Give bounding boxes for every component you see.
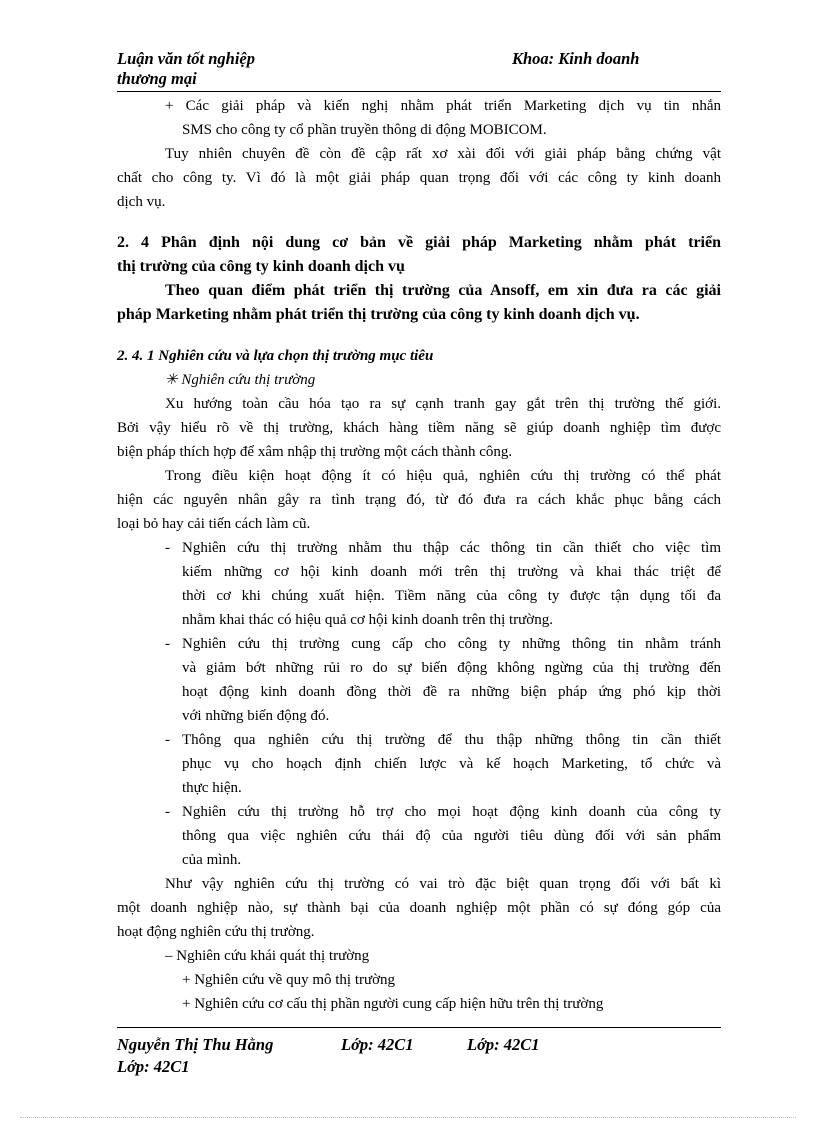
list-item-line: hoạt động kinh doanh đồng thời đề ra những biện pháp ứng phó kịp thời — [182, 684, 721, 700]
list-item-line: của mình. — [182, 852, 242, 868]
header-left — [117, 49, 317, 89]
body-line: loại bỏ hay cải tiến cách làm cũ. — [117, 516, 311, 532]
bullet-line: + Các giải pháp và kiến nghị nhằm phát triển Marketing dịch vụ tin nhắn — [165, 98, 721, 114]
paragraph-line: Xu hướng toàn cầu hóa tạo ra sự cạnh tranh gay gắt trên thị trường thế giới. — [165, 396, 721, 412]
dash-bullet: - — [165, 804, 170, 820]
dash-bullet: - — [165, 732, 170, 748]
list-item-line: Thông qua nghiên cứu thị trường để thu thập những thông tin cần thiết — [182, 732, 721, 748]
topic-heading: ✳ Nghiên cứu thị trường — [165, 372, 316, 388]
page-edge-dots — [20, 1117, 796, 1118]
sub-bullet-line: + Nghiên cứu về quy mô thị trường — [182, 972, 396, 988]
footer-class: Lớp: 42C1 — [117, 1057, 190, 1076]
footer-class: Lớp: 42C1 — [467, 1035, 540, 1054]
body-line: một doanh nghiệp nào, sự thành bại của doanh nghiệp một phần có sự đóng góp của — [117, 900, 721, 916]
paragraph-line: Trong điều kiện hoạt động ít có hiệu quả, nghiên cứu thị trường có thể phát — [165, 468, 721, 484]
body-line: hiện các nguyên nhân gây ra tình trạng đó, từ đó đưa ra cách khắc phục bằng cách — [117, 492, 721, 508]
list-item-line: với những biến động đó. — [182, 708, 330, 724]
paragraph-line: Tuy nhiên chuyên đề còn đề cập rất xơ xài đối với giải pháp bằng chứng vật — [165, 146, 721, 162]
footer-author: Nguyễn Thị Thu Hằng — [117, 1035, 274, 1054]
subsection-heading: 2. 4. 1 Nghiên cứu và lựa chọn thị trường mục tiêu — [117, 348, 434, 364]
header-faculty: Khoa: Kinh doanh — [512, 49, 640, 68]
list-item-line: thời cơ khi chúng xuất hiện. Tiềm năng của công ty được tận dụng tối đa — [182, 588, 721, 604]
list-item-line: Nghiên cứu thị trường nhằm thu thập các thông tin cần thiết cho việc tìm — [182, 540, 721, 556]
sub-bullet-line: + Nghiên cứu cơ cấu thị phần người cung cấp hiện hữu trên thị trường — [182, 996, 604, 1012]
footer-class: Lớp: 42C1 — [341, 1035, 414, 1054]
footer-rule — [117, 1027, 721, 1028]
section-heading: thị trường của công ty kinh doanh dịch vụ — [117, 258, 405, 275]
body-line: dịch vụ. — [117, 194, 166, 210]
body-line: chất cho công ty. Vì đó là một giải pháp quan trọng đối với các công ty kinh doanh — [117, 170, 721, 186]
list-item-line: Nghiên cứu thị trường cung cấp cho công ty những thông tin nhằm tránh — [182, 636, 721, 652]
intro-line: pháp Marketing nhằm phát triển thị trường của công ty kinh doanh dịch vụ. — [117, 306, 640, 323]
header-thesis-title-line1: Luận văn tốt nghiệp — [117, 49, 255, 68]
header-rule — [117, 91, 721, 92]
body-line: hoạt động nghiên cứu thị trường. — [117, 924, 315, 940]
list-item-line: Nghiên cứu thị trường hỗ trợ cho mọi hoạt động kinh doanh của công ty — [182, 804, 721, 820]
list-item-line: thực hiện. — [182, 780, 242, 796]
list-item-line: kiếm những cơ hội kinh doanh mới trên thị trường và khai thác triệt để — [182, 564, 721, 580]
list-item-line: nhằm khai thác có hiệu quả cơ hội kinh doanh trên thị trường. — [182, 612, 553, 628]
dash-bullet: - — [165, 636, 170, 652]
intro-line: Theo quan điểm phát triển thị trường của Ansoff, em xin đưa ra các giải — [165, 282, 721, 299]
body-line: SMS cho công ty cổ phần truyền thông di động MOBICOM. — [182, 122, 547, 138]
body-line: biện pháp thích hợp để xâm nhập thị trường một cách thành công. — [117, 444, 513, 460]
list-item-line: phục vụ cho hoạch định chiến lược và kế hoạch Marketing, tổ chức và — [182, 756, 721, 772]
list-item-line: thông qua việc nghiên cứu thái độ của người tiêu dùng đối với sản phẩm — [182, 828, 721, 844]
body-line: Bởi vậy hiểu rõ về thị trường, khách hàng tiềm năng sẽ giúp doanh nghiệp tìm được — [117, 420, 721, 436]
section-heading: 2. 4 Phân định nội dung cơ bản về giải pháp Marketing nhằm phát triển — [117, 234, 721, 251]
list-item-line: – Nghiên cứu khái quát thị trường — [165, 948, 370, 964]
paragraph-line: Như vậy nghiên cứu thị trường có vai trò đặc biệt quan trọng đối với bất kì — [165, 876, 721, 892]
header-thesis-title-line2: thương mại — [117, 69, 197, 88]
list-item-line: và giảm bớt những rủi ro do sự biến động không ngừng của thị trường đến — [182, 660, 721, 676]
dash-bullet: - — [165, 540, 170, 556]
